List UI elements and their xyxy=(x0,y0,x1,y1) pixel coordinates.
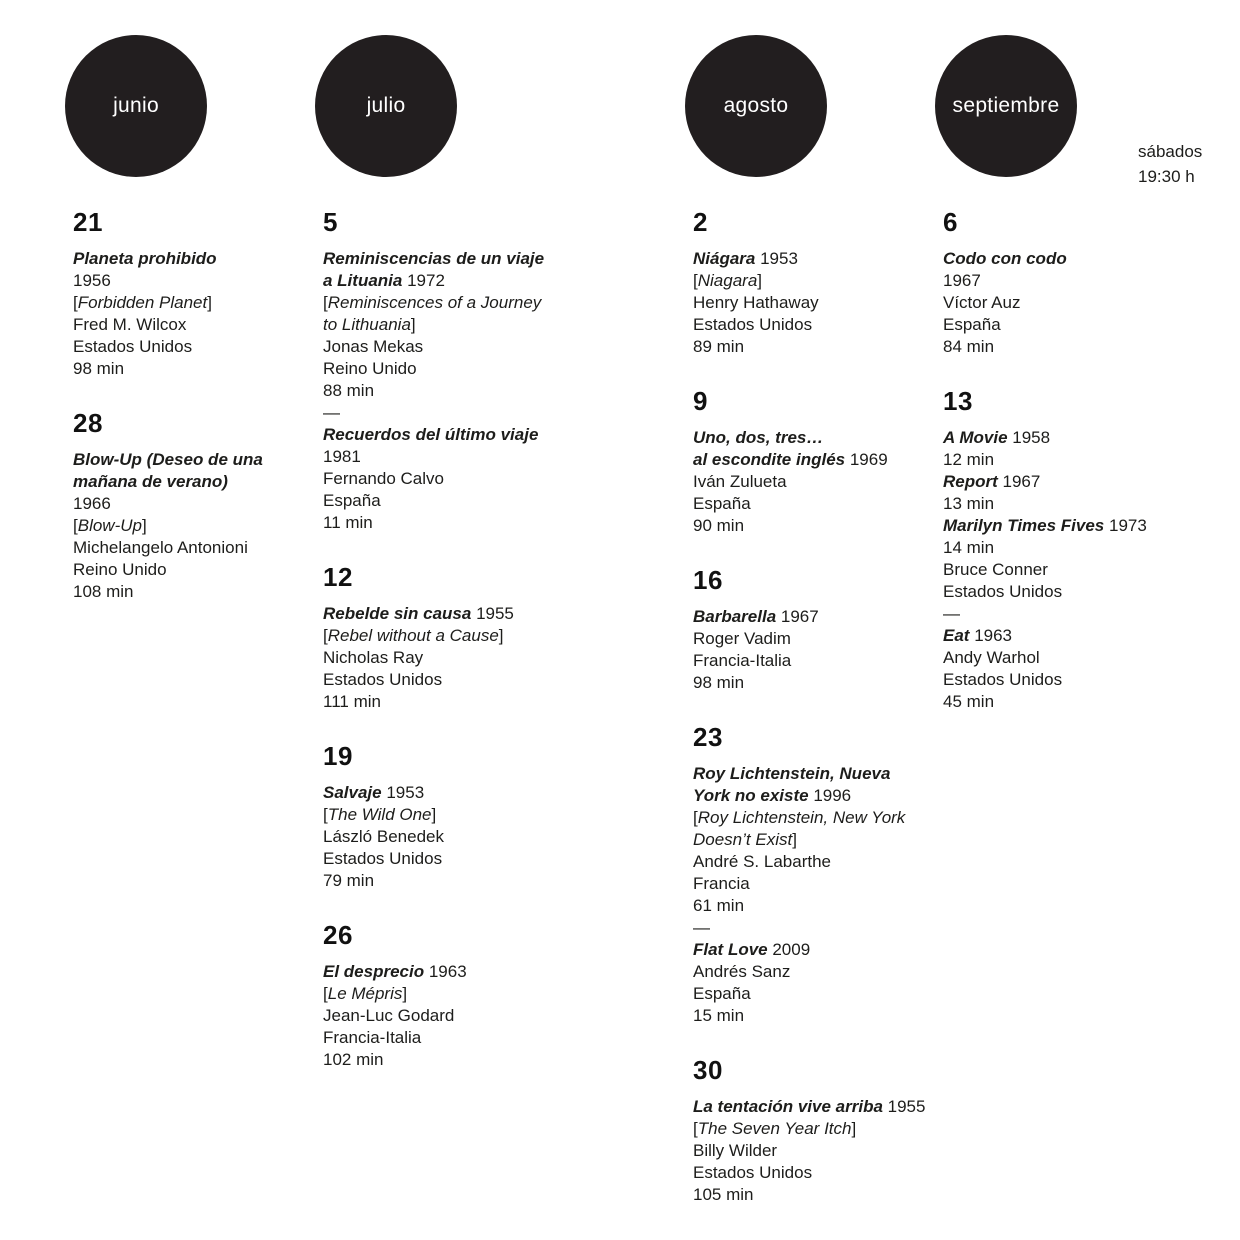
day-number: 6 xyxy=(943,207,958,237)
film-text-segment: Francia xyxy=(693,874,750,893)
film-text-segment: Iván Zulueta xyxy=(693,472,787,491)
day-number: 19 xyxy=(323,741,353,771)
film-title-segment: Marilyn Times Fives xyxy=(943,516,1105,535)
film-text-segment: Jonas Mekas xyxy=(323,337,424,356)
film-line xyxy=(323,292,575,314)
film-line xyxy=(323,647,575,669)
film-text-segment: 45 min xyxy=(943,692,995,711)
film-title-segment: Recuerdos del último viaje xyxy=(323,425,539,444)
film-text-segment: ] xyxy=(207,293,212,312)
film-text-segment: 1955 xyxy=(882,1097,926,1116)
film-text-segment: André S. Labarthe xyxy=(693,852,831,871)
day-number: 2 xyxy=(693,207,708,237)
film-line xyxy=(693,427,945,449)
film-text-segment: 111 min xyxy=(323,692,381,711)
film-line xyxy=(943,669,1195,691)
film-line xyxy=(693,606,945,628)
film-line xyxy=(943,537,1195,559)
film-text-segment: — xyxy=(323,403,340,422)
film-original-title-segment: to Lithuania xyxy=(323,315,411,334)
film-entry xyxy=(323,782,575,892)
film-text-segment: [ xyxy=(693,1119,698,1138)
film-line xyxy=(693,873,945,895)
film-text-segment: [ xyxy=(323,984,328,1003)
film-text-segment: Jean-Luc Godard xyxy=(323,1006,455,1025)
film-line xyxy=(693,961,945,983)
film-line xyxy=(693,851,945,873)
schedule-note-time: 19:30 h xyxy=(1138,167,1195,186)
film-text-segment: ] xyxy=(431,805,437,824)
film-title-segment: El desprecio xyxy=(323,962,425,981)
film-title-segment: mañana de verano) xyxy=(73,472,228,491)
film-title-segment: Rebelde sin causa xyxy=(323,604,472,623)
film-text-segment: 2009 xyxy=(767,940,811,959)
month-badge-junio xyxy=(65,35,207,177)
month-column-agosto xyxy=(685,35,945,1234)
film-line xyxy=(693,1005,945,1027)
film-title-segment: Salvaje xyxy=(323,783,382,802)
film-line xyxy=(693,785,945,807)
film-text-segment: Reino Unido xyxy=(323,359,417,378)
film-text-segment: [ xyxy=(323,626,328,645)
film-text-segment: — xyxy=(943,604,960,623)
film-line xyxy=(73,581,325,603)
film-entry xyxy=(943,427,1195,713)
film-text-segment: ] xyxy=(402,984,408,1003)
film-text-segment: ] xyxy=(792,830,797,849)
film-line xyxy=(943,559,1195,581)
film-text-segment: [ xyxy=(323,805,328,824)
film-line xyxy=(323,512,575,534)
day-number: 13 xyxy=(943,386,973,416)
film-text-segment: 79 min xyxy=(323,871,375,890)
film-text-segment: 11 min xyxy=(323,513,373,532)
film-line xyxy=(693,1140,945,1162)
film-text-segment: 1967 xyxy=(943,271,981,290)
film-line xyxy=(323,826,575,848)
film-text-segment: Andrés Sanz xyxy=(693,962,791,981)
film-text-segment: ] xyxy=(757,271,763,290)
film-line xyxy=(73,471,325,493)
film-text-segment: [ xyxy=(73,516,78,535)
film-text-segment: 105 min xyxy=(693,1185,754,1204)
film-text-segment: — xyxy=(693,918,710,937)
film-line xyxy=(943,647,1195,669)
film-text-segment: Estados Unidos xyxy=(693,1163,813,1182)
film-text-segment: Bruce Conner xyxy=(943,560,1048,579)
film-line xyxy=(943,449,1195,471)
film-title-segment: Planeta prohibido xyxy=(73,249,217,268)
film-line xyxy=(323,402,575,424)
film-line xyxy=(73,559,325,581)
day-number: 26 xyxy=(323,920,353,950)
film-line xyxy=(73,270,325,292)
film-line xyxy=(323,270,575,292)
film-text-segment: Estados Unidos xyxy=(943,582,1063,601)
film-text-segment: 108 min xyxy=(73,582,134,601)
film-line xyxy=(693,449,945,471)
schedule-note-day: sábados xyxy=(1138,142,1203,161)
day-number: 30 xyxy=(693,1055,723,1085)
film-line xyxy=(73,358,325,380)
film-title-segment: Uno, dos, tres… xyxy=(693,428,824,447)
film-line xyxy=(323,961,575,983)
film-text-segment: 15 min xyxy=(693,1006,745,1025)
film-line xyxy=(693,1118,945,1140)
film-original-title-segment: Rebel without a Cause xyxy=(327,626,499,645)
film-text-segment: 1958 xyxy=(1007,428,1051,447)
film-text-segment: 1956 xyxy=(73,271,111,290)
film-line xyxy=(73,314,325,336)
film-line xyxy=(73,336,325,358)
month-column-septiembre xyxy=(935,35,1195,741)
film-line xyxy=(943,471,1195,493)
film-text-segment: ] xyxy=(851,1119,857,1138)
film-line xyxy=(323,1049,575,1071)
film-text-segment: 1981 xyxy=(323,447,361,466)
film-original-title-segment: Reminiscences of a Journey xyxy=(327,293,542,312)
film-line xyxy=(323,490,575,512)
film-line xyxy=(693,895,945,917)
film-text-segment: España xyxy=(693,494,751,513)
month-label: septiembre xyxy=(952,94,1060,117)
film-line xyxy=(693,650,945,672)
film-line xyxy=(943,292,1195,314)
film-text-segment: 1967 xyxy=(997,472,1041,491)
film-entry xyxy=(323,603,575,713)
film-line xyxy=(943,515,1195,537)
film-line xyxy=(693,314,945,336)
film-text-segment: Roger Vadim xyxy=(693,629,791,648)
film-line xyxy=(693,1096,945,1118)
film-text-segment: Estados Unidos xyxy=(73,337,193,356)
film-line xyxy=(323,603,575,625)
film-line xyxy=(693,1162,945,1184)
film-line xyxy=(693,807,945,829)
film-text-segment: 84 min xyxy=(943,337,995,356)
film-line xyxy=(693,983,945,1005)
month-badge-agosto xyxy=(685,35,827,177)
film-original-title-segment: Niagara xyxy=(697,271,758,290)
film-line xyxy=(73,449,325,471)
film-line xyxy=(943,581,1195,603)
film-entry xyxy=(323,961,575,1071)
month-column-julio xyxy=(315,35,575,1099)
film-text-segment: 13 min xyxy=(943,494,995,513)
film-line xyxy=(323,691,575,713)
film-text-segment: Reino Unido xyxy=(73,560,167,579)
film-title-segment: Flat Love xyxy=(693,940,768,959)
film-line xyxy=(73,515,325,537)
film-text-segment: [ xyxy=(693,808,698,827)
film-text-segment: Estados Unidos xyxy=(943,670,1063,689)
film-title-segment: Roy Lichtenstein, Nueva xyxy=(693,764,891,783)
day-number: 9 xyxy=(693,386,708,416)
film-text-segment: [ xyxy=(323,293,328,312)
film-line xyxy=(943,691,1195,713)
film-text-segment: Estados Unidos xyxy=(323,849,443,868)
film-text-segment: Henry Hathaway xyxy=(693,293,819,312)
film-original-title-segment: The Seven Year Itch xyxy=(697,1119,852,1138)
film-text-segment: Fernando Calvo xyxy=(323,469,444,488)
film-text-segment: 1966 xyxy=(73,494,111,513)
month-label: junio xyxy=(113,94,159,117)
film-line xyxy=(693,829,945,851)
film-title-segment: La tentación vive arriba xyxy=(693,1097,883,1116)
film-text-segment: Francia-Italia xyxy=(323,1028,422,1047)
film-text-segment: ] xyxy=(141,516,147,535)
film-line xyxy=(323,1005,575,1027)
film-line xyxy=(693,248,945,270)
film-title-segment: Niágara xyxy=(693,249,756,268)
film-title-segment: Reminiscencias de un viaje xyxy=(323,249,545,268)
month-badge-septiembre xyxy=(935,35,1077,177)
film-line xyxy=(943,603,1195,625)
film-text-segment: Nicholas Ray xyxy=(323,648,424,667)
film-line xyxy=(693,917,945,939)
film-line xyxy=(323,446,575,468)
film-text-segment: Francia-Italia xyxy=(693,651,792,670)
film-text-segment: Víctor Auz xyxy=(943,293,1021,312)
film-text-segment: 1963 xyxy=(424,962,467,981)
film-line xyxy=(693,1184,945,1206)
film-entry xyxy=(73,248,325,380)
film-original-title-segment: The Wild One xyxy=(327,805,432,824)
film-text-segment: Estados Unidos xyxy=(693,315,813,334)
film-line xyxy=(693,471,945,493)
film-text-segment: 90 min xyxy=(693,516,745,535)
film-text-segment: 1953 xyxy=(755,249,798,268)
film-line xyxy=(943,270,1195,292)
film-line xyxy=(693,292,945,314)
film-title-segment: York no existe xyxy=(693,786,809,805)
film-entry xyxy=(693,1096,945,1206)
film-text-segment: 98 min xyxy=(73,359,125,378)
film-title-segment: al escondite inglés xyxy=(693,450,846,469)
film-text-segment: 1973 xyxy=(1104,516,1147,535)
film-line xyxy=(73,248,325,270)
film-line xyxy=(323,380,575,402)
day-number: 12 xyxy=(323,562,353,592)
film-title-segment: Report xyxy=(943,472,998,491)
film-text-segment: László Benedek xyxy=(323,827,444,846)
film-line xyxy=(323,1027,575,1049)
film-line xyxy=(323,248,575,270)
film-line xyxy=(323,804,575,826)
film-text-segment: 98 min xyxy=(693,673,745,692)
film-text-segment: 61 min xyxy=(693,896,745,915)
day-number: 16 xyxy=(693,565,723,595)
film-line xyxy=(323,358,575,380)
film-title-segment: Eat xyxy=(943,626,970,645)
film-title-segment: Codo con codo xyxy=(943,249,1067,268)
film-text-segment: 1955 xyxy=(471,604,514,623)
film-entry xyxy=(693,606,945,694)
film-line xyxy=(323,782,575,804)
film-line xyxy=(323,669,575,691)
film-text-segment: 1963 xyxy=(969,626,1013,645)
film-line xyxy=(693,493,945,515)
film-line xyxy=(323,870,575,892)
film-line xyxy=(323,848,575,870)
film-text-segment: 14 min xyxy=(943,538,995,557)
film-text-segment: 88 min xyxy=(323,381,375,400)
day-number: 5 xyxy=(323,207,338,237)
film-original-title-segment: Blow-Up xyxy=(77,516,142,535)
day-number: 23 xyxy=(693,722,723,752)
month-badge-julio xyxy=(315,35,457,177)
film-line xyxy=(943,336,1195,358)
film-line xyxy=(943,427,1195,449)
film-entry xyxy=(323,248,575,534)
day-number: 21 xyxy=(73,207,103,237)
film-text-segment: España xyxy=(693,984,751,1003)
film-line xyxy=(323,424,575,446)
film-text-segment: 1967 xyxy=(776,607,819,626)
film-text-segment: 102 min xyxy=(323,1050,384,1069)
film-text-segment: ] xyxy=(498,626,504,645)
film-line xyxy=(323,983,575,1005)
film-title-segment: A Movie xyxy=(943,428,1008,447)
film-line xyxy=(73,537,325,559)
day-number: 28 xyxy=(73,408,103,438)
film-text-segment: Andy Warhol xyxy=(943,648,1040,667)
month-column-junio xyxy=(65,35,325,631)
month-entries xyxy=(685,207,945,1206)
film-line xyxy=(323,468,575,490)
month-entries xyxy=(315,207,575,1071)
film-original-title-segment: Le Mépris xyxy=(327,984,403,1003)
film-entry xyxy=(693,248,945,358)
film-text-segment: [ xyxy=(73,293,78,312)
film-text-segment: España xyxy=(943,315,1001,334)
film-line xyxy=(943,248,1195,270)
film-line xyxy=(693,763,945,785)
month-entries xyxy=(65,207,325,603)
film-line xyxy=(693,336,945,358)
film-text-segment: Billy Wilder xyxy=(693,1141,778,1160)
month-label: julio xyxy=(366,94,406,117)
film-line xyxy=(73,493,325,515)
film-line xyxy=(323,625,575,647)
film-text-segment: 12 min xyxy=(943,450,995,469)
film-line xyxy=(73,292,325,314)
film-line xyxy=(693,515,945,537)
film-text-segment: 89 min xyxy=(693,337,745,356)
film-line xyxy=(943,493,1195,515)
film-line xyxy=(693,939,945,961)
film-text-segment: 1969 xyxy=(845,450,888,469)
film-title-segment: Blow-Up (Deseo de una xyxy=(73,450,263,469)
film-text-segment: [ xyxy=(693,271,698,290)
film-original-title-segment: Roy Lichtenstein, New York xyxy=(697,808,906,827)
film-line xyxy=(943,625,1195,647)
film-line xyxy=(943,314,1195,336)
film-entry xyxy=(943,248,1195,358)
film-text-segment: 1953 xyxy=(381,783,425,802)
month-entries xyxy=(935,207,1195,713)
film-text-segment: Michelangelo Antonioni xyxy=(73,538,248,557)
film-original-title-segment: Forbidden Planet xyxy=(77,293,208,312)
month-label: agosto xyxy=(723,94,789,117)
film-line xyxy=(323,314,575,336)
film-original-title-segment: Doesn’t Exist xyxy=(693,830,793,849)
film-title-segment: Barbarella xyxy=(693,607,777,626)
film-line xyxy=(323,336,575,358)
film-text-segment: Fred M. Wilcox xyxy=(73,315,187,334)
film-text-segment: Estados Unidos xyxy=(323,670,443,689)
film-text-segment: España xyxy=(323,491,381,510)
film-line xyxy=(693,628,945,650)
film-entry xyxy=(693,763,945,1027)
film-title-segment: a Lituania xyxy=(323,271,403,290)
film-entry xyxy=(693,427,945,537)
film-text-segment: 1972 xyxy=(402,271,445,290)
film-text-segment: ] xyxy=(410,315,416,334)
film-line xyxy=(693,672,945,694)
film-line xyxy=(693,270,945,292)
film-text-segment: 1996 xyxy=(808,786,852,805)
film-entry xyxy=(73,449,325,603)
